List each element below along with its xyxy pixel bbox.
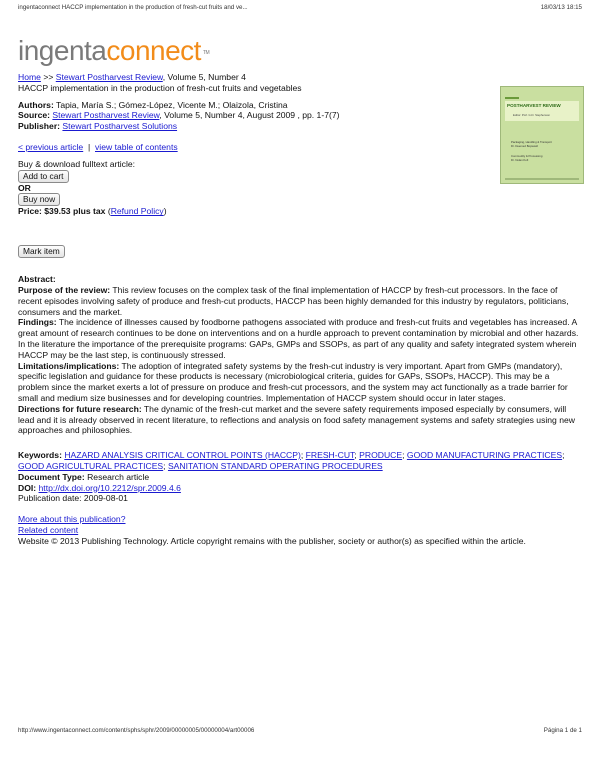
doi-link[interactable]: http://dx.doi.org/10.2212/spr.2009.4.6 (38, 482, 181, 493)
keyword-link[interactable]: GOOD AGRICULTURAL PRACTICES (18, 460, 164, 471)
print-footer-page: Página 1 de 1 (543, 727, 582, 734)
or-label: OR (18, 182, 31, 193)
ingentaconnect-logo[interactable] (18, 36, 209, 66)
keyword-link[interactable]: SANITATION STANDARD OPERATING PROCEDURES (167, 460, 383, 471)
cover-section-1: Packaging, Handling & Transport Dr. Deemed Bopswell (511, 140, 552, 148)
keyword-link[interactable]: GOOD MANUFACTURING PRACTICES (406, 450, 563, 461)
keywords-line: Keywords: HAZARD ANALYSIS CRITICAL CONTROL POINTS (HACCP); FRESH-CUT; PRODUCE; GOOD MANUFACTURING PRACTICES; GOOD AGRICULTURAL PRACTICES; SANITATION STANDARD OPERATING PROCEDURES (18, 450, 565, 471)
source-line: Source: Stewart Postharvest Review, Volume 5, Number 4, August 2009 , pp. 1-7(7) (18, 110, 340, 121)
publisher-link[interactable]: Stewart Postharvest Solutions (62, 121, 178, 132)
cover-section-2: Commodity & Processing Dr. Nolan Kofi (511, 154, 543, 162)
logo-ingenta: ingenta (18, 35, 107, 66)
refund-policy-link[interactable]: Refund Policy (110, 206, 164, 217)
authors-line: Authors: Tapia, María S.; Gómez-López, Vicente M.; Olaizola, Cristina (18, 99, 288, 110)
cover-title: POSTHARVEST REVIEW (507, 103, 561, 108)
more-about-publication-link[interactable]: More about this publication? (18, 514, 126, 525)
abstract-findings: Findings: The incidence of illnesses caused by foodborne pathogens associated with produce and fresh-cut fruits and vegetables has increased. A great amount of research continues to be done on interventions and on a hurdle approach to prevent contamination by microbial and other hazards. In the literature the importance of the prerequisite programs: GAPs, GMPs and SSOPs, as part of any quality and safety integrated system wherein HACCP may be the last step, is continuously stressed. (18, 317, 579, 360)
print-header (18, 4, 582, 16)
article-nav: < previous article | view table of contents (18, 141, 178, 152)
keyword-separator: ; (354, 450, 360, 461)
print-header-title: ingentaconnect HACCP implementation in the production of fresh-cut fruits and ve... (18, 4, 248, 11)
keyword-link[interactable]: PRODUCE (359, 450, 403, 461)
publisher-line: Publisher: Stewart Postharvest Solutions (18, 121, 178, 132)
logo-tm: TM (202, 50, 210, 56)
previous-article-link[interactable]: < previous article (18, 141, 84, 152)
abstract-heading: Abstract: (18, 274, 56, 285)
abstract-purpose: Purpose of the review: This review focuses on the complex task of the final implementation of HACCP by fresh-cut processors. In the face of recent episodes involving safety of produce and fresh-cut products, HACCP has been highly demanded for this industry by regulators, politicians, consumers and the market. (18, 284, 569, 317)
article-content (18, 72, 580, 547)
breadcrumb-home-link[interactable]: Home (18, 72, 41, 82)
print-footer-url: http://www.ingentaconnect.com/content/sphs/sphr/2009/00000005/00000004/art00006 (18, 727, 255, 734)
table-of-contents-link[interactable]: view table of contents (95, 141, 178, 152)
abstract-directions: Directions for future research: The dynamic of the fresh-cut market and the severe safety requirements imposed especially by consumers, will lead and it is already observed in recent literature, to reflections and analysis on food safety management systems and safety strategies using new approaches and philosophies. (18, 403, 575, 436)
breadcrumb-journal-link[interactable]: Stewart Postharvest Review (55, 72, 163, 82)
abstract-limitations: Limitations/implications: The adoption of integrated safety systems by the fresh-cut industry is very important. Apart from GMPs (mandatory), specific legislation and guidance for these products is necessary (microbiological criteria, guides for GAPs, SSOPs, HACCP). This may be a problem since the market exerts a lot of pressure on produce and fresh-cut processors, and the system may act functionally as a trade barrier for small and medium size businesses and for developing countries. Implementation of HACCP system should occur in later stages. (18, 360, 568, 403)
source-journal-link[interactable]: Stewart Postharvest Review (52, 110, 160, 121)
keyword-separator: ; (562, 450, 565, 461)
copyright-notice: Website © 2013 Publishing Technology. Article copyright remains with the publisher, society or author(s) as specified within the article. (18, 535, 526, 546)
price-line: Price: $39.53 plus tax (Refund Policy) (18, 206, 167, 217)
doi-line: DOI: http://dx.doi.org/10.2212/spr.2009.4.6 (18, 482, 181, 493)
keyword-separator: ; (300, 450, 306, 461)
breadcrumb: Home >> Stewart Postharvest Review, Volume 5, Number 4 (18, 72, 246, 82)
keyword-separator: ; (163, 460, 168, 471)
publication-date: Publication date: 2009-08-01 (18, 493, 128, 504)
buy-label: Buy & download fulltext article: (18, 158, 136, 169)
cover-editors: Editor: Prof. G.D. Stephenson (513, 113, 551, 117)
buy-now-button[interactable]: Buy now (18, 193, 60, 206)
keyword-separator: ; (402, 450, 407, 461)
abstract (18, 274, 580, 436)
print-header-datetime: 18/03/13 18:15 (540, 4, 582, 11)
print-footer (18, 727, 582, 739)
keyword-link[interactable]: HAZARD ANALYSIS CRITICAL CONTROL POINTS (HACCP) (64, 450, 301, 461)
keyword-link[interactable]: FRESH-CUT (305, 450, 355, 461)
add-to-cart-button[interactable]: Add to cart (18, 170, 69, 183)
related-content-link[interactable]: Related content (18, 524, 79, 535)
logo-connect: connect (106, 35, 201, 66)
mark-item-button[interactable]: Mark item (18, 245, 65, 258)
document-type-line: Document Type: Research article (18, 471, 150, 482)
authors: Tapia, María S.; Gómez-López, Vicente M.; Olaizola, Cristina (56, 99, 288, 110)
article-title: HACCP implementation in the production of fresh-cut fruits and vegetables (18, 82, 302, 93)
